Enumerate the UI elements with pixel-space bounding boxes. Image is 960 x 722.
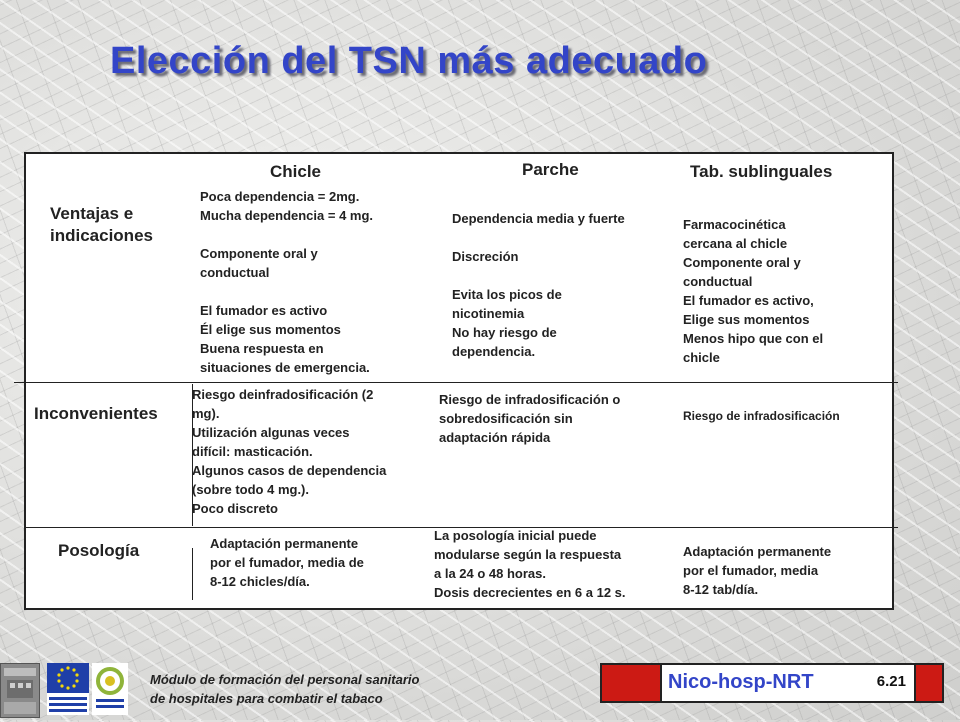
row-header-posologia: Posología bbox=[58, 541, 140, 560]
cell-ventajas-parche: Dependencia media y fuerte Discreción Evita los picos de nicotinemia No hay riesgo de dependencia. bbox=[452, 211, 625, 359]
slide-title: Elección del TSN más adecuado bbox=[110, 40, 708, 82]
cell-ventajas-tab: Farmacocinética cercana al chicle Componente oral y conductual El fumador es activo, Elige sus momentos Menos hipo que con el chicle bbox=[683, 217, 824, 365]
cell-posologia-parche: La posología inicial puede modularse según la respuesta a la 24 o 48 horas. Dosis decrecientes en 6 a 12 s. bbox=[434, 528, 626, 600]
cell-posologia-chicle: Adaptación permanente por el fumador, media de 8-12 chicles/día. bbox=[210, 536, 364, 589]
slide-number: 6.21 bbox=[876, 673, 906, 690]
cell-ventajas-chicle: Poca dependencia = 2mg. Mucha dependencia = 4 mg. Componente oral y conductual El fumador es activo Él elige sus momentos Buena respuesta en situaciones de emergencia. bbox=[200, 189, 374, 375]
column-header-tab-sublinguales: Tab. sublinguales bbox=[690, 162, 833, 181]
eu-flag-logo bbox=[47, 663, 89, 715]
row-header-ventajas: Ventajas e indicaciones bbox=[50, 204, 153, 245]
cell-inconvenientes-chicle: Riesgo deinfradosificación (2 mg). Utilización algunas veces difícil: masticación. Algunos casos de dependencia (sobre todo 4 mg.). Poco discreto bbox=[192, 387, 387, 516]
hospital-logo bbox=[0, 663, 40, 718]
slide-badge bbox=[660, 663, 916, 703]
row-divider bbox=[14, 382, 898, 383]
module-caption: Módulo de formación del personal sanitario de hospitales para combatir el tabaco bbox=[150, 672, 420, 706]
column-header-parche: Parche bbox=[522, 160, 579, 179]
row-header-inconvenientes: Inconvenientes bbox=[34, 404, 158, 423]
cell-inconvenientes-tab: Riesgo de infradosificación bbox=[683, 409, 840, 423]
cell-inconvenientes-parche: Riesgo de infradosificación o sobredosificación sin adaptación rápida bbox=[439, 392, 621, 445]
column-divider bbox=[192, 548, 193, 600]
column-header-chicle: Chicle bbox=[270, 162, 322, 181]
cell-posologia-tab: Adaptación permanente por el fumador, media 8-12 tab/día. bbox=[683, 544, 832, 597]
badge-label: Nico-hosp-NRT bbox=[668, 671, 814, 693]
circle-emblem-logo bbox=[92, 663, 128, 715]
